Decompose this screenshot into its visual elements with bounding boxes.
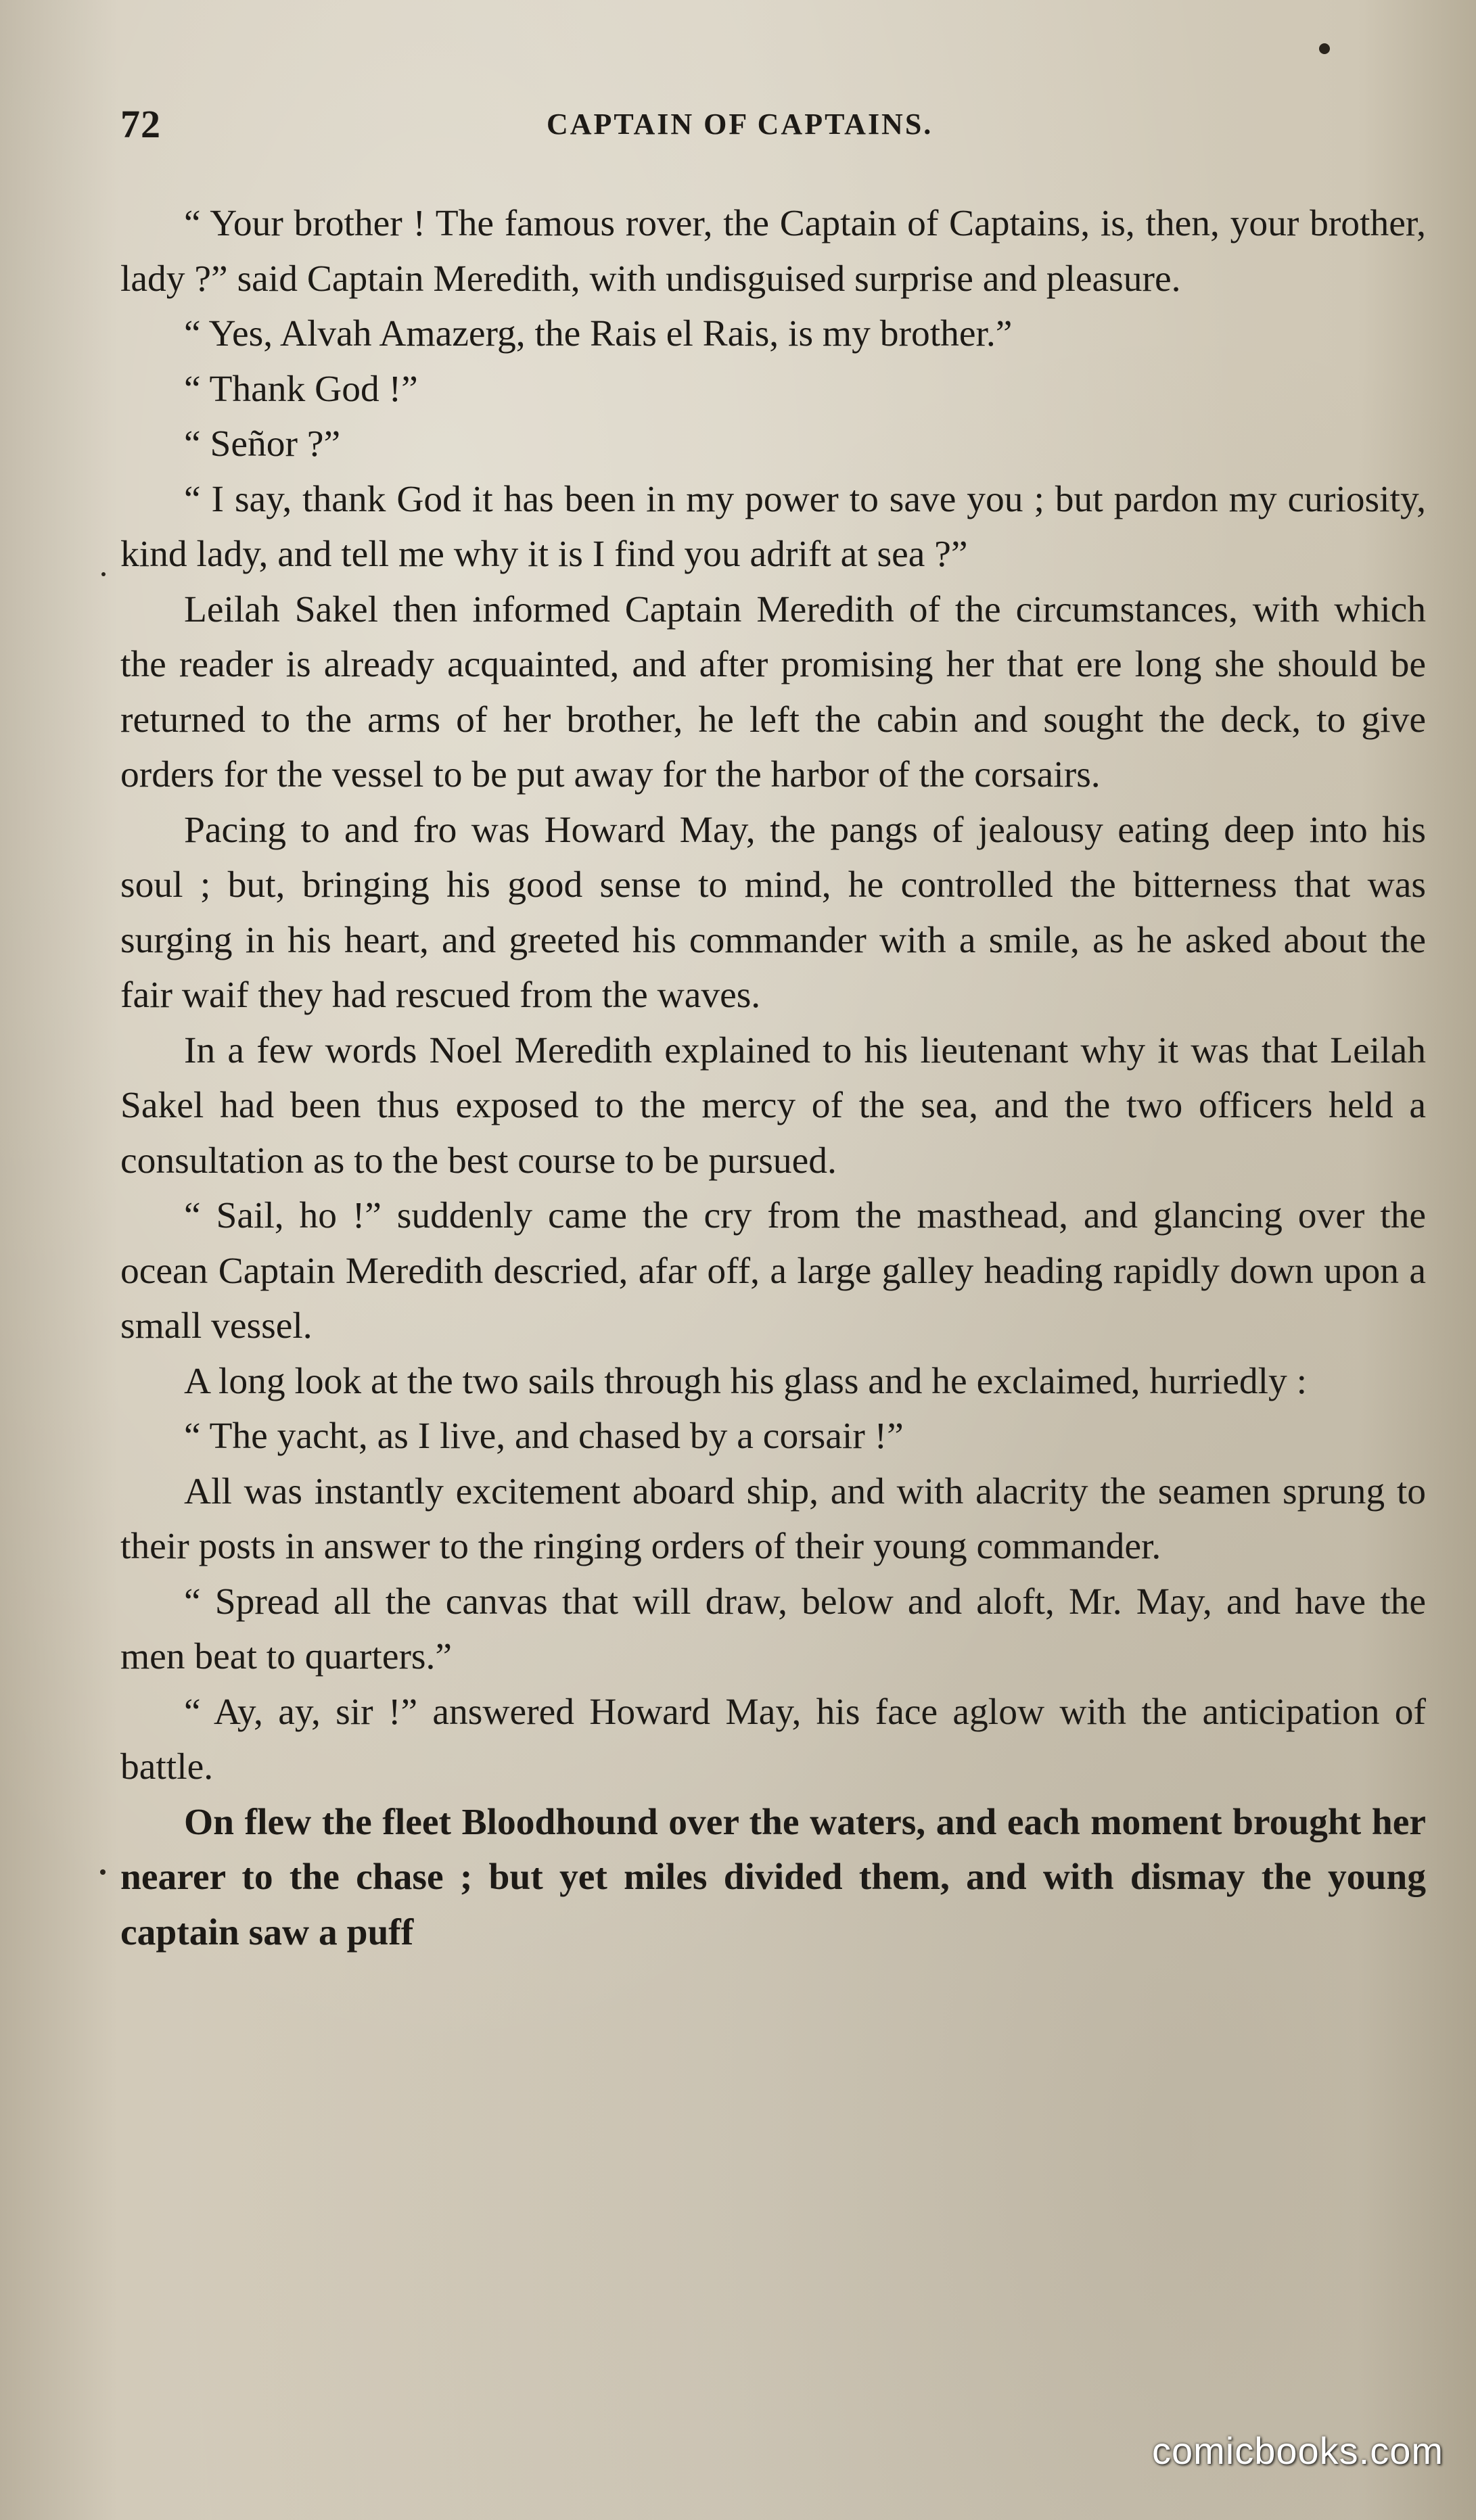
paragraph: “ The yacht, as I live, and chased by a corsair !”: [184, 1416, 904, 1457]
page-header: [120, 101, 1433, 149]
paragraph: “ Yes, Alvah Amazerg, the Rais el Rais, is my brother.”: [184, 313, 1013, 354]
paragraph: “ Your brother ! The famous rover, the Captain of Captains, is, then, your brother, lady ?” said Captain Meredith, with undisguised surprise and pleasure.: [120, 203, 1426, 300]
page-number: 72: [120, 102, 161, 146]
paragraph: A long look at the two sails through his glass and he exclaimed, hurriedly :: [184, 1360, 1308, 1402]
watermark: comicbooks.com: [1151, 2429, 1444, 2472]
paragraph: All was instantly excitement aboard ship, and with alacrity the seamen sprung to their posts in answer to the ringing orders of their young commander.: [120, 1470, 1426, 1567]
paragraph: On flew the fleet Bloodhound over the waters, and each moment brought her nearer to the chase ; but yet miles divided them, and with dismay the young captain saw a puff: [120, 1801, 1426, 1953]
ink-speck: [101, 572, 106, 576]
ink-speck: [1319, 43, 1330, 54]
paragraph: Pacing to and fro was Howard May, the pangs of jealousy eating deep into his soul ; but, bringing his good sense to mind, he controlled the bitterness that was surging in his heart, and greeted his commander with a smile, as he asked about the fair waif they had rescued from the waves.: [120, 809, 1426, 1016]
paragraph: “ Sail, ho !” suddenly came the cry from the masthead, and glancing over the ocean Captain Meredith descried, afar off, a large galley heading rapidly down upon a small vessel.: [120, 1195, 1426, 1347]
ink-speck: [100, 1869, 106, 1875]
paragraph: “ I say, thank God it has been in my power to save you ; but pardon my curiosity, kind lady, and tell me why it is I find you adrift at sea ?”: [120, 478, 1426, 575]
running-head: CAPTAIN OF CAPTAINS.: [547, 108, 933, 141]
paragraph: “ Ay, ay, sir !” answered Howard May, his face aglow with the anticipation of battle.: [120, 1691, 1426, 1788]
paragraph: “ Spread all the canvas that will draw, below and aloft, Mr. May, and have the men beat to quarters.”: [120, 1581, 1426, 1677]
page-body: [120, 196, 1426, 1960]
paragraph: “ Señor ?”: [184, 423, 341, 465]
paragraph: “ Thank God !”: [184, 368, 418, 410]
paragraph: Leilah Sakel then informed Captain Meredith of the circumstances, with which the reader is already acquainted, and after promising her that ere long she should be returned to the arms of her brother, he left the cabin and sought the deck, to give orders for the vessel to be put away for the harbor of the corsairs.: [120, 588, 1426, 795]
paragraph: In a few words Noel Meredith explained to his lieutenant why it was that Leilah Sakel had been thus exposed to the mercy of the sea, and the two officers held a consultation as to the best course to be pursued.: [120, 1029, 1426, 1182]
